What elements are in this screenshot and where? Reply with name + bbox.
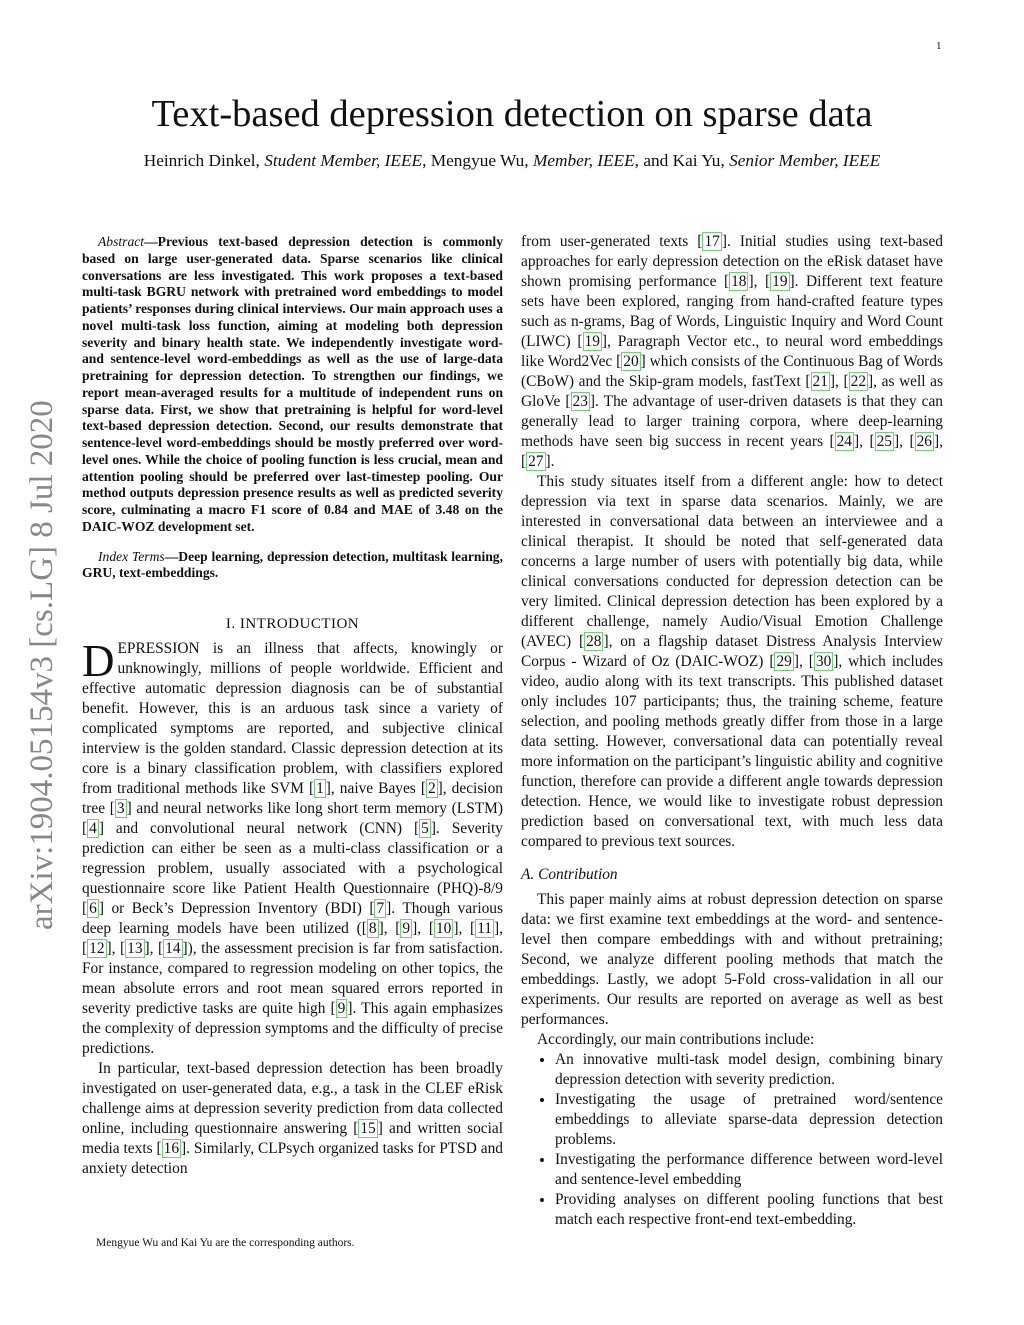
citation-link[interactable]: 28 <box>586 633 602 650</box>
abstract <box>82 234 503 536</box>
citation-link[interactable]: 7 <box>376 900 385 917</box>
citation-link[interactable]: 8 <box>368 920 377 937</box>
citation-link[interactable]: 9 <box>402 920 411 937</box>
citation-link[interactable]: 16 <box>163 1140 180 1157</box>
abstract-text: —Previous text-based depression detection is commonly based on large user-generated data. Sparse scenarios like clinical conversations are less investigated. This work proposes a text-based multi-task BGRU network with pretrained word embeddings to model patients’ responses during clinical interviews. Our main approach uses a novel multi-task loss function, aiming at modeling both depression severity and binary health state. We independently investigate word- and sentence-level word-embeddings as well as the use of large-data pretraining for depression detection. To strengthen our findings, we report mean-averaged results for a multitude of independent runs on sparse data. First, we show that pretraining is helpful for word-level text-based depression detection. Second, our results demonstrate that sentence-level word-embeddings should be mostly preferred over word-level ones. While the choice of pooling function is less crucial, mean and attention pooling should be preferred over last-timestep pooling. Our method outputs depression presence results as well as predicted severity score, culminating a macro F1 score of 0.84 and MAE of 3.48 on the DAIC-WOZ development set. <box>82 234 503 534</box>
intro-paragraph: In particular, text-based depression detection has been broadly investigated on user-generated data, e.g., a task in the CLEF eRisk challenge aims at depression severity prediction from data collected online, including questionnaire answering [ 15 ] and written social media texts [ 16 ]. Similarly, CLPsych organized tasks for PTSD and anxiety detection <box>82 1060 503 1177</box>
citation-link[interactable]: 19 <box>772 273 788 290</box>
citation-link[interactable]: 6 <box>89 900 97 917</box>
citation-link[interactable]: 30 <box>815 653 832 670</box>
citation-link[interactable]: 9 <box>337 1000 346 1017</box>
citation-link[interactable]: 23 <box>572 393 588 410</box>
citation-link[interactable]: 1 <box>316 780 324 797</box>
citation-link[interactable]: 3 <box>116 800 125 817</box>
contribution-item: • An innovative multi-task model design, combining binary depression detection with severity prediction. <box>555 1050 943 1090</box>
intro-paragraph: from user-generated texts [ 17 ]. Initial studies using text-based approaches for early depression detection on the eRisk dataset have shown promising performance [ 18 ], [ 19 ]. Different text feature sets have been explored, ranging from hand-crafted feature types such as n-grams, Bag of Words, Linguistic Inquiry and Word Count (LIWC) [ 19 ], Paragraph Vector etc., to neural word embeddings like Word2Vec [ 20 ] which consists of the Continuous Bag of Words (CBoW) and the Skip-gram models, fastText [ 21 ], [ 22 ], as well as GloVe [ 23 ]. The advantage of user-driven datasets is that they can generally lead to larger training corpora, where deep-learning methods have seen big success in recent years [ 24 ], [ 25 ], [ 26 ], [ 27 ]. <box>521 233 944 470</box>
subsection-heading-contribution: A. Contribution <box>521 866 618 883</box>
citation-link[interactable]: 5 <box>421 820 429 837</box>
citation-link[interactable]: 25 <box>876 433 892 450</box>
author-name: Mengyue Wu, <box>430 151 529 170</box>
contribution-paragraph: Accordingly, our main contributions include: <box>537 1031 815 1048</box>
contribution-item: • Providing analyses on different pooling functions that best match each respective front-end text-embedding. <box>555 1190 943 1230</box>
citation-link[interactable]: 15 <box>360 1120 376 1137</box>
right-column <box>521 232 943 1230</box>
index-terms-text: —Deep learning, depression detection, multitask learning, GRU, text-embeddings. <box>82 548 503 581</box>
citation-link[interactable]: 21 <box>812 373 828 390</box>
citation-link[interactable]: 13 <box>127 940 143 957</box>
citation-link[interactable]: 4 <box>89 820 97 837</box>
author-role: Student Member, IEEE, <box>264 151 427 170</box>
author-name: and Kai Yu, <box>643 151 725 170</box>
index-terms <box>82 549 503 583</box>
arxiv-stamp: arXiv:1904.05154v3 [cs.LG] 8 Jul 2020 <box>24 400 60 930</box>
citation-link[interactable]: 11 <box>477 920 493 937</box>
citation-link[interactable]: 2 <box>427 780 436 797</box>
page-number: 1 <box>936 40 942 52</box>
section-heading-introduction: I. INTRODUCTION <box>225 616 360 632</box>
citation-link[interactable]: 14 <box>165 940 181 957</box>
citation-link[interactable]: 12 <box>89 940 105 957</box>
contribution-item: • Investigating the usage of pretrained word/sentence embeddings to alleviate sparse-data depression detection problems. <box>555 1090 943 1150</box>
citation-link[interactable]: 19 <box>584 333 600 350</box>
author-role: Member, IEEE, <box>532 151 639 170</box>
author-role: Senior Member, IEEE <box>729 151 881 170</box>
citation-link[interactable]: 26 <box>916 433 932 450</box>
citation-link[interactable]: 24 <box>836 433 852 450</box>
abstract-label: Abstract <box>98 234 145 249</box>
citation-link[interactable]: 22 <box>850 373 867 390</box>
contribution-list <box>521 1050 943 1230</box>
contribution-paragraph: This paper mainly aims at robust depression detection on sparse data: we first examine text embeddings at the word- and sentence- level then compare embeddings with and without pretraining; Second, we analyze different pooling methods that match the embeddings. Lastly, we adopt 5-Fold cross-validation in all our experiments. Our results are reported on average as well as best performances. <box>521 891 943 1028</box>
citation-link[interactable]: 10 <box>435 920 452 937</box>
citation-link[interactable]: 27 <box>528 453 544 470</box>
intro-paragraph: This study situates itself from a different angle: how to detect depression via text in sparse data scenarios. Mainly, we are interested in conversational data between an interviewee and a clinical therapist. It should be noted that self-generated data concerns a large number of users with potentially big data, while clinical conversations conducted for depression detection can be very limited. Clinical depression detection has been explored by a different challenge, namely Audio/Visual Emotion Challenge (AVEC) [ 28 ], on a flagship dataset Distress Analysis Interview Corpus - Wizard of Oz (DAIC-WOZ) [ 29 ], [ 30 ], which includes video, audio along with its text transcripts. This published dataset only includes 107 participants; thus, the training scheme, feature selection, and pooling methods greatly differ from those in a large data setting. However, conversational data can potentially reveal more information on the participant’s linguistic ability and cognitive function, therefore can provide a different angle towards depression detection. Hence, we would like to investigate robust depression prediction based on conversational text, with much less data compared to previous text sources. <box>521 473 944 850</box>
index-terms-label: Index Terms <box>98 548 165 564</box>
drop-cap: D <box>82 636 115 686</box>
intro-paragraph <box>82 636 503 1059</box>
left-column <box>82 234 503 1179</box>
footnote: Mengyue Wu and Kai Yu are the corresponding authors. <box>96 1237 355 1249</box>
citation-link[interactable]: 17 <box>704 233 720 250</box>
contribution-item: • Investigating the performance difference between word-level and sentence-level embedding <box>555 1150 943 1190</box>
author-name: Heinrich Dinkel, <box>143 151 260 170</box>
paragraph-text: EPRESSION is an illness that affects, knowingly or unknowingly, millions of people worldwide. Efficient and effective automatic depression diagnosis can be of substantial benefit. However, this is an arduous task since a variety of complicated symptoms are reported, and subjective clinical interview is the golden standard. Classic depression detection at its core is a binary classification problem, with classifiers explored from traditional methods like SVM [ 1 ], naive Bayes [ 2 ], decision tree [ 3 ] and neural networks like long short term memory (LSTM) [ 4 ] and convolutional neural network (CNN) [ 5 ]. Severity prediction can either be seen as a multi-class classification or a regression problem, usually associated with a psychological questionnaire score like Patient Health Questionnaire (PHQ)-8/9 [ 6 ] or Beck’s Depression Inventory (BDI) [ 7 ]. Though various deep learning models have been utilized ([ 8 ], [ 9 ], [ 10 ], [ 11 ], [ 12 ], [ 13 ], [ 14 ]), the assessment precision is far from satisfaction. For instance, compared to regression modeling on other topics, the mean absolute errors and root mean squared errors reported in severity predictive tasks are quite high [ 9 ]. This again emphasizes the complexity of depression symptoms and the difficulty of precise predictions. <box>82 640 503 1057</box>
citation-link[interactable]: 29 <box>776 653 792 670</box>
paper-title: Text-based depression detection on sparse data <box>151 93 873 135</box>
citation-link[interactable]: 18 <box>731 273 747 290</box>
author-list <box>0 151 1024 171</box>
citation-link[interactable]: 20 <box>623 353 639 370</box>
